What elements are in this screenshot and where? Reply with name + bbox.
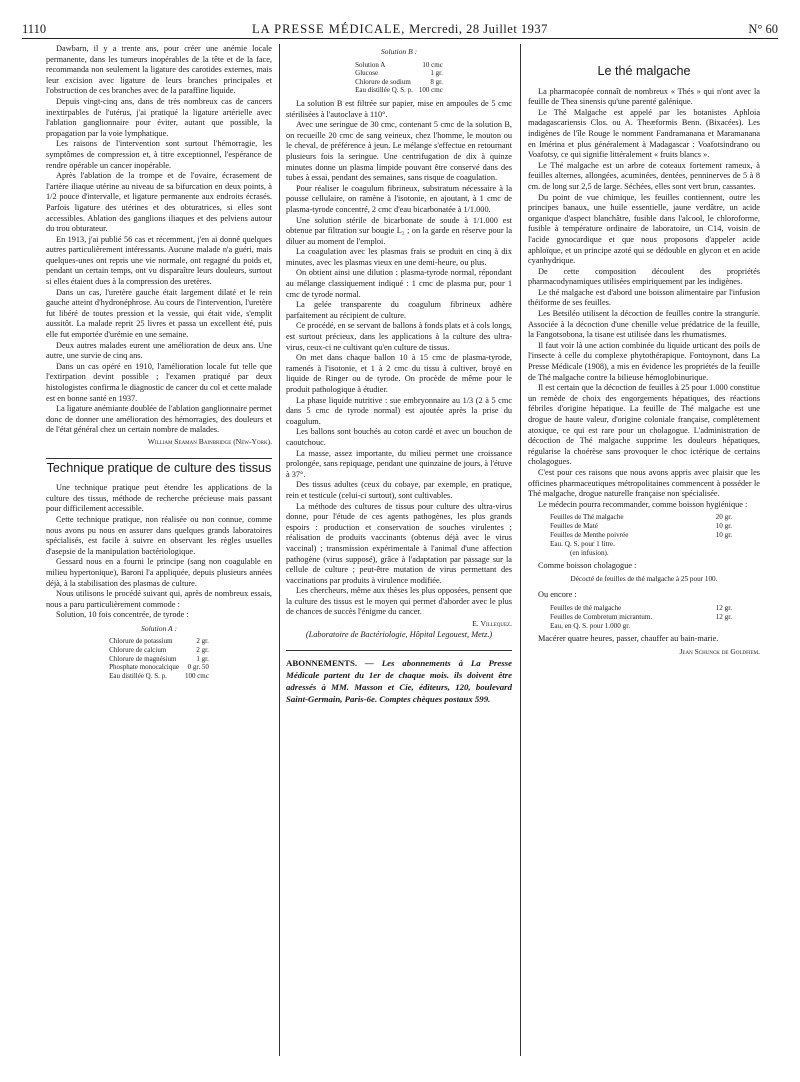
paragraph: De cette composition découlent des propriétés pharmacodynamiques utilisées empiriquement par les indigènes. [528,266,760,287]
paragraph: La phase liquide nutritive : sue embryonnaire au 1/3 (2 à 5 cmc dans 5 cmc de tyrode normal) est ajoutée après la prise du coagulum. [286,395,512,426]
ingredient-name: Feuilles de Combretum micrantum. [550,612,653,621]
article-title: Le thé malgache [597,64,691,78]
recipe-line: Décocté de feuilles de thé malgache à 25 pour 100. [570,574,718,583]
ingredient-value: 12 gr. [715,612,732,621]
header-rule [22,38,778,39]
paragraph: Ou encore : [538,589,577,599]
ingredient-name: Solution A [355,60,386,69]
paragraph: Les Betsiléo utilisent la décoction de feuilles contre la stranguríe. Associée à la décoction d'une chenille velue prédatrice de la feuille, la Fangotsobona, la tisane est utilisée dans les rhumatismes. [528,309,760,340]
issue-date: Mercredi, 28 Juillet 1937 [409,22,548,36]
ingredient-name: Eau distillée Q. S. p. [109,671,167,680]
ingredient-value: 100 cmc [418,86,443,95]
subscription-notice [286,657,512,705]
paragraph: Le Thé Malgache est appelé par les botanistes Aphloia madagascariensis Clos. ou A. Theæformis Benn. (Bixacées). Les indigènes de l'île Rouge le nomment Fandramanana et Maramanana en Imérina et plus généralement à Madagascar : Voafotsindrano ou Voafotsy, ce qui signifie littéralement « fruits blancs ». [528,107,760,160]
table-row [106,663,212,672]
ingredient-name: Chlorure de potassium [109,637,173,646]
table-row [352,86,446,95]
author-signature: Jean Schunck de Goldfiem. [679,647,760,657]
author-signature: E. Villequez. [472,619,512,629]
paragraph: Il est certain que la décoction de feuilles à 25 pour 1.000 constitue un remède de choix des engorgements hépatiques, des réactions fébriles d'origine hépatique. La feuille de Thé malgache est une drogue de haute valeur, d'origine coloniale française, complètement atoxique, ce qui est rare pour un cholagogue. L'administration de décoction de Thé malgache supprime les douleurs hépatiques, régularise la choérèse sans provoquer le choc ictérique de certains cholagogues. [528,383,760,467]
recipe-list [528,604,760,631]
solution-a-title: Solution A : [140,623,177,633]
ingredient-name: Eau, en Q. S. pour 1.000 gr. [550,621,631,630]
ingredient-name: Chlorure de sodium [355,77,411,86]
page-number: 1110 [22,22,47,36]
ingredient-value: 2 gr. [196,637,209,646]
list-item [550,622,760,631]
paragraph: Les chercheurs, même aux thèses les plus opposées, pensent que la culture des tissus est le moyen qui permet d'aborder avec le plus de chances de succès l'énigme du cancer. [286,586,512,617]
recipe-list [528,513,760,558]
ingredient-value: 10 cmc [422,60,443,69]
table-row [106,672,212,681]
paragraph: Avec une seringue de 30 cmc, contenant 5 cmc de la solution B, on recueille 20 cmc de sang veineux, chez l'homme, le mouton ou le cheval, de préférence à jeun. Le mélange s'effectue en retournant plusieurs fois la seringue. Une centrifugation de dix à quinze minutes donne un plasma limpide pouvant être conservé dans des tubes à essai, pendant des semaines, sans risque de coagulation. [286,120,512,183]
list-item [550,604,760,613]
paragraph: Une solution stérile de bicarbonate de soude à 1/1.000 est obtenue par filtration sur bougie L₂ ; on la garde en réserve pour la diluer au moment de l'emploi. [286,215,512,246]
paragraph: Il faut voir là une action combinée du liquide urticant des poils de l'insecte à celle du complexe phytothérapique. Fontoynont, dans La Presse Médicale (1908), a mis en évidence les propriétés de la feuille de Thé malgache contre la bilieuse hémoglobinurique. [528,340,760,382]
paragraph: En 1913, j'ai publié 56 cas et récemment, j'en ai donné quelques autres particulièrement intéressants. Aucune malade n'a guéri, mais quelques-unes ont repris une vie normale, ont regagné du poids et, pendant un certain temps, ont vu disparaître leurs douleurs, surtout si elles étaient dues à la compression des uretères. [46,234,272,287]
table-row [106,637,212,646]
ingredient-name: (en infusion). [570,549,609,558]
ingredient-name: Feuilles de Menthe poivrée [550,531,629,540]
paragraph: Dans un cas, l'uretère gauche était largement dilaté et le rein gauche atteint d'hydronéphrose. Au cours de l'intervention, l'uretère fut libéré de toutes pression et la vessie, qui était vide, s'emplit aussitôt. La malade reprit 25 livres et passa un excellent été, puis elle fut emportée d'urémie en une semaine. [46,287,272,340]
solution-b-table [352,61,446,95]
paragraph: La pharmacopée connaît de nombreux « Thés » qui n'ont avec la feuille de Thea sinensis qu'une parenté galénique. [528,86,760,107]
column-divider [520,44,521,1056]
ingredient-name: Eau distillée Q. S. p. [355,86,413,95]
paragraph: Macérer quatre heures, passer, chauffer au bain-marie. [538,633,719,643]
list-item [550,522,760,531]
paragraph: Le thé malgache est d'abord une boisson alimentaire par l'infusion théiforme de ses feuilles. [528,287,760,308]
ingredient-value: 10 gr. [715,522,732,531]
ingredient-name: Phosphate monocalcique [109,663,179,672]
ingredient-name: Eau. Q. S. pour 1 litre. [550,540,615,549]
ingredient-value: 1 gr. [196,654,209,663]
list-item [550,540,760,549]
table-row [352,61,446,70]
column-divider [279,44,280,1056]
paragraph: Des tissus adultes (ceux du cobaye, par exemple, en pratique, rein et testicule (celui-ci surtout), sont cultivables. [286,480,512,500]
solution-a-table [106,637,212,680]
ingredient-value: 8 gr. [430,77,443,86]
list-item [550,513,760,522]
paragraph: La solution B est filtrée sur papier, mise en ampoules de 5 cmc stérilisées à l'autoclave à 110°. [286,98,512,119]
paragraph: Le Thé malgache est un arbre de coteaux fortement rameux, à feuilles alternes, allongées, acuminées, dentées, penninerves de 5 à 8 cm. de long sur 2,5 de large. Séchées, elles sont vert brun, cassantes. [528,160,760,191]
ingredient-value: 0 gr. 50 [187,663,209,672]
paragraph: Depuis vingt-cinq ans, dans de très nombreux cas de cancers inextirpables de l'utérus, j'ai pratiqué la ligature artérielle avec l'ablation ganglionnaire pour éviter, autant que possible, la propagation par la voie lymphatique. [46,96,272,138]
ingredient-name: Feuilles de Maté [550,522,598,531]
list-item [550,549,760,558]
paragraph: Deux autres malades eurent une amélioration de deux ans. Une autre, une survie de cinq ans. [46,340,272,361]
paragraph: Solution, 10 fois concentrée, de tyrode : [56,610,189,620]
ingredient-name: Feuilles de thé malgache [550,603,622,612]
paragraph: C'est pour ces raisons que nous avons appris avec plaisir que les officines pharmaceutiques métropolitaines commencent à posséder le Thé malgache, drogue naturelle française non spécialisée. [528,467,760,499]
paragraph: Le médecin pourra recommander, comme boisson hygiénique : [538,499,748,509]
paragraph: La méthode des cultures de tissus pour culture des ultra-virus donne, pour l'étude de ces agents pathogènes, les plus grands espoirs : production et conservation de souches virulentes ; réalisation de produits vaccinants (obtenus déjà avec le virus vaccinal) ; transmission expérimentale à l'animal d'une affection pathogène (virus supposé), grâce à l'adaptation par passage sur la cellule de culture ; peut-être mutation de virus permettant des vaccinations par produits à virulence modifiée. [286,501,512,585]
table-row [352,69,446,78]
paragraph: Dawbarn, il y a trente ans, pour créer une anémie locale permanente, dans les tumeurs inopérables de la tête et de la face, recommanda non seulement la ligature des carotides externes, mais leur excision avec ligature de leurs branches principales et l'obstruction de ces branches avec de la paraffine liquide. [46,44,272,96]
ingredient-name: Chlorure de calcium [109,646,167,655]
paragraph: La gelée transparente du coagulum fibrineux adhère parfaitement au récipient de culture. [286,300,512,320]
solution-b-title: Solution B : [380,47,418,56]
running-title [22,22,778,37]
issue-number: N° 60 [748,22,778,36]
paragraph: Nous utilisons le procédé suivant qui, après de nombreux essais, nous a paru particulièrement commode : [46,589,272,609]
paragraph: Après l'ablation de la trompe et de l'ovaire, écrasement de l'artère iliaque utérine au niveau de sa bifurcation en deux points, à 1/2 pouce d'intervalle, et ligature permanente aux endroits écrasés. Parfois ligature des utérines et des obturatrices, si elles sont accessibles. Ablation des ganglions iliaques et des pelviens autour du trou obturateur. [46,171,272,234]
section-rule [46,458,272,459]
ingredient-value: 20 gr. [715,513,732,522]
article-title: Technique pratique de culture des tissus [46,460,272,475]
paragraph: Les raisons de l'intervention sont surtout l'hémorragie, les symptômes de compression et, à titre exceptionnel, l'espérance de rendre opérable un cancer inopérable. [46,139,272,170]
paragraph: On met dans chaque ballon 10 à 15 cmc de plasma-tyrode, ramenés à l'isotonie, et 1 à 2 cmc du tissu à cultiver, broyé en liquide de Ringer ou de tyrode. On procède de même pour le produit pathologique à étudier. [286,353,512,394]
column-3 [528,44,760,1054]
column-2 [286,44,512,1054]
paragraph: Les ballons sont bouchés au coton cardé et avec un bouchon de caoutchouc. [286,427,512,447]
paragraph: Dans un cas opéré en 1910, l'amélioration locale fut telle que l'extirpation devint possible ; l'examen pratiqué par deux histologistes confirma le diagnostic de cancer du col et cette malade est en bonne santé en 1937. [46,361,272,403]
paragraph: Comme boisson cholagogue : [538,561,637,571]
paragraph: Gessard nous en a fourni le principe (sang non coagulable en milieu hypertonique), Baroni l'a appliquée, depuis plusieurs années déjà, à la stabilisation des plasmas de culture. [46,557,272,588]
list-item [550,613,760,622]
paragraph: La coagulation avec les plasmas frais se produit en cinq à dix minutes, avec les plasmas vieux en une demi-heure, ou plus. [286,247,512,267]
ingredient-name: Glucose [355,69,379,78]
ingredient-value: 1 gr. [430,69,443,78]
subscription-text: — Les abonnements à La Presse Médicale partent du 1er de chaque mois. ils doivent être adressés à MM. Masson et Cie, éditeurs, 120, boulevard Saint-Germain, Paris-6e. Comptes chèques postaux 599. [286,658,512,705]
table-row [352,78,446,87]
paragraph: Du point de vue chimique, les feuilles contiennent, outre les principes banaux, une huile essentielle, jaune verdâtre, un acide organique d'aspect blanchâtre, fusible dans l'alcool, le chloroforme, fusible à température ordinaire de laboratoire, un C14, voisin de l'acide gynocardique et que nous proposons d'appeler acide aphloïque, et un principe azoté qui se dédouble en glycon et en acide cyanhydrique. [528,192,760,266]
paragraph: La ligature anémiante doublée de l'ablation ganglionnaire permet donc de donner une amélioration des hémorragies, des douleurs et de l'état général chez un certain nombre de malades. [46,404,272,435]
table-row [106,646,212,655]
table-row [106,655,212,664]
paragraph: On obtient ainsi une dilution : plasma-tyrode normal, répondant au mélange classiquement indiqué : 1 cmc de plasma pur, pour 1 cmc de tyrode normal. [286,268,512,299]
ingredient-name: Feuilles de Thé malgache [550,513,624,522]
laboratory-affiliation: (Laboratoire de Bactériologie, Hôpital Legouest, Metz.) [305,629,493,639]
paragraph: La masse, assez importante, du milieu permet une croissance prolongée, sans repiquage, pendant une quinzaine de jours, à l'étuve à 37°. [286,448,512,479]
ingredient-value: 10 gr. [715,531,732,540]
paragraph: Pour réaliser le coagulum fibrineux, substratum nécessaire à la pousse cellulaire, on ramène à l'isotonie, en ajoutant, à 1 cmc de plasma-tyrode concentré, 2 cmc d'eau bicarbonatée à 1/1.000. [286,183,512,214]
paragraph: Cette technique pratique, non réalisée ou non connue, comme nous avons pu nous en assurer dans quelques grands laboratoires spécialisés, est facile à suivre en observant les règles usuelles d'asepsie de la manipulation bactériologique. [46,514,272,556]
ingredient-value: 100 cmc [184,671,209,680]
ingredient-value: 2 gr. [196,646,209,655]
ingredient-name: Chlorure de magnésium [109,654,177,663]
journal-name: LA PRESSE MÉDICALE, [252,22,406,36]
subscription-label: ABONNEMENTS. [286,658,358,669]
list-item [550,531,760,540]
section-rule [286,650,512,651]
paragraph: Ce procédé, en se servant de ballons à fonds plats et à cols longs, est surtout précieux, dans les applications à la culture des ultra-virus, ceux-ci ne cultivant qu'en culture de tissus. [286,321,512,352]
author-signature: William Seaman Bainbridge (New-York). [147,436,272,446]
ingredient-value: 12 gr. [715,603,732,612]
column-1 [46,44,272,1054]
paragraph: Une technique pratique peut étendre les applications de la culture des tissus, méthode de recherche précieuse mais passant pour difficilement accessible. [46,483,272,514]
